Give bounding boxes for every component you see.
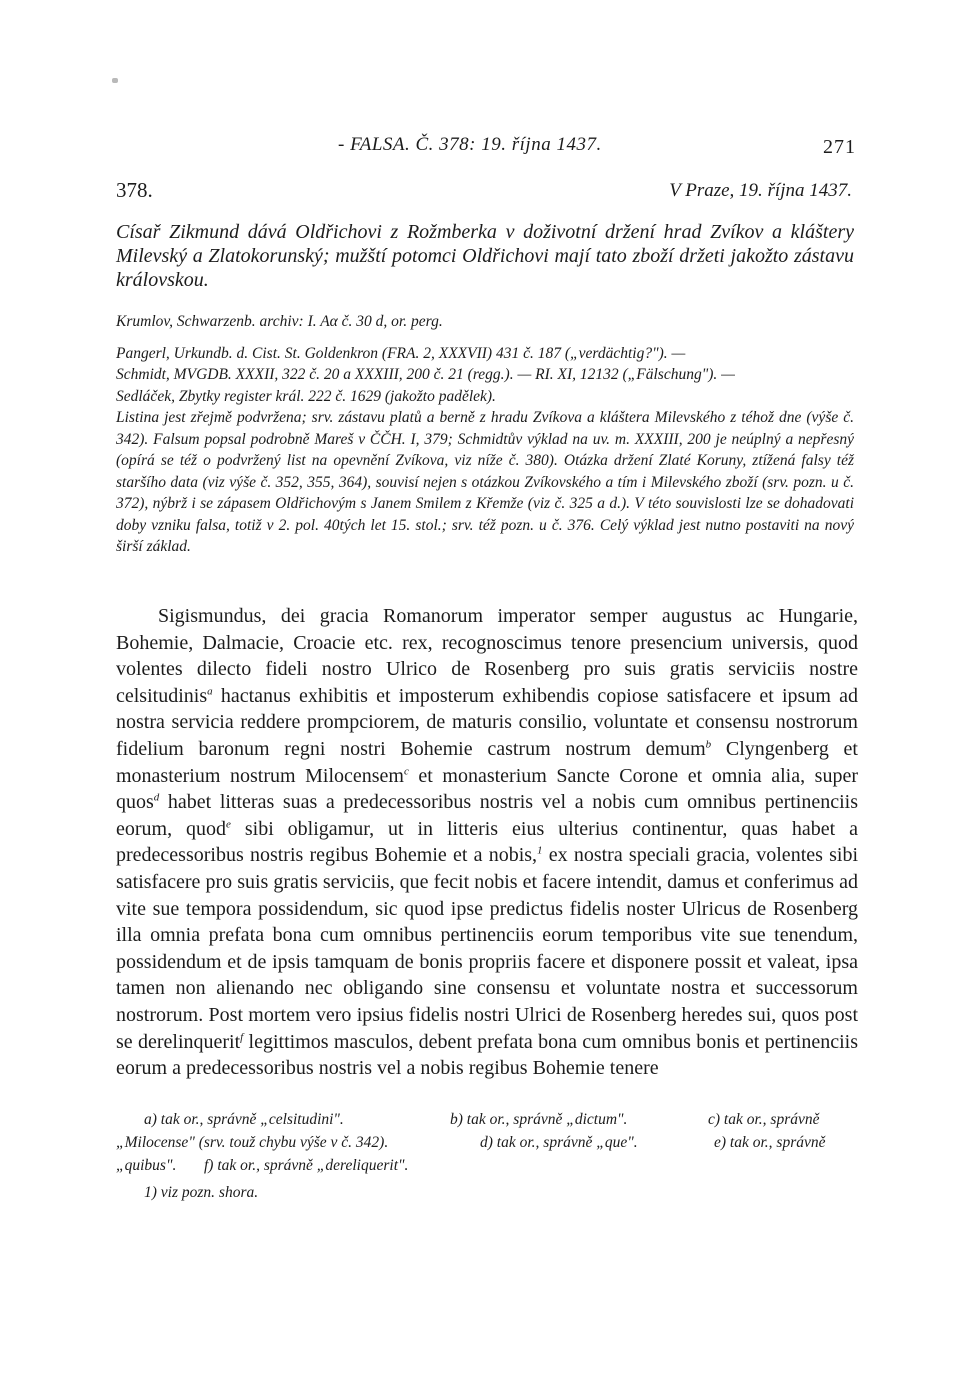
critical-notes [116,1108,858,1177]
archive-source: Krumlov, Schwarzenb. archiv: I. Aα č. 30 d, or. perg. [116,313,443,330]
notes-row [116,1108,858,1131]
critical-note: a) tak or., správně „celsitudini". [144,1111,344,1128]
note-mark-a: a [207,685,213,698]
footnote: 1) viz pozn. shora. [144,1184,259,1201]
running-title: - FALSA. Č. 378: 19. října 1437. [338,134,602,155]
note-mark-f: f [240,1030,244,1043]
charter-segment: et monasterium Sancte Corone et omnia alia, super quos [116,764,858,814]
notes-row [116,1131,858,1154]
charter-segment: habet litteras suas a predecessoribus nostris vel a nobis cum omnibus pertinenciis eorum, quod [116,791,858,840]
document-date: V Praze, 19. října 1437. [669,180,852,201]
literature-line: Pangerl, Urkundb. d. Cist. St. Goldenkron (FRA. 2, XXXVII) 431 č. 187 („verdächtig?"). — [116,344,686,362]
critical-note: „quibus". [116,1157,177,1174]
charter-segment: Sigismundus, dei gracia Romanorum imperator semper augustus ac Hungarie, Bohemie, Dalmacie, Croacie etc. rex, recognoscimus tenore presencium universis, quod volentes dilecto fideli nostro Ulrico de Rosenberg pro suis gratis serviciis nostre celsitudinis [116,605,858,707]
note-mark-b: b [705,738,712,751]
literature-line: Schmidt, MVGDB. XXXII, 322 č. 20 a XXXIII, 200 č. 21 (regg.). — RI. XI, 12132 („Fälschung"). — [116,366,735,383]
note-mark-c: c [403,764,409,777]
note-mark-d: d [153,791,160,804]
page-number: 271 [823,136,856,158]
critical-note: d) tak or., správně „que". [480,1134,638,1151]
regest-summary: Císař Zikmund dává Oldřichovi z Rožmberka v doživotní držení hrad Zvíkov a kláštery Milevský a Zlatokorunský; mužští potomci Oldřichovi mají tato zboží držeti jakožto zástavu královskou. [116,221,854,291]
critical-note: f) tak or., správně „dereliquerit". [204,1157,409,1174]
charter-segment: ex nostra speciali gracia, volentes sibi satisfacere pro suis gratis serviciis, que fecit nobis et facere intendit, damus et conferimus ad vite sue tempora possidendum, sic quod ipse predictus fidelis noster Ulricus de Rosenberg illa omnia prefata bona cum omnibus pertinenciis eorum temporibus vite sue tenendum, possidendum et de ipsis tamquam de bonis propriis facere et disponere possit et valeat, ipsa tamen non alienando nec obligando sine consensu et voluntate nostra et successorum nostrorum. Post mortem vero ipsius fidelis nostri Ulrici de Rosenberg heredes sui, quos post se derelinquerit [116,844,859,1053]
charter-segment: Clyngenberg et monasterium nostrum Milocensem [116,737,858,787]
critical-note: b) tak or., správně „dictum". [450,1111,628,1128]
charter-segment: hactanus exhibitis et imposterum exhibendis copiose satisfacere et ipsum ad nostra servicia reddere prompciorem, de maturis consilio, voluntate et consensu nostrorum fidelium baronum regni nostri Bohemie castrum nostrum demum [116,684,858,760]
charter-text [116,603,858,1082]
notes-row [116,1154,858,1177]
charter-segment: sibi obligamur, ut in litteris eius ulterius continentur, quas habet a predecessoribus nostris regibus Bohemie et a nobis, [116,817,859,867]
critical-note: c) tak or., správně [708,1111,820,1128]
document-number: 378. [116,178,153,202]
note-mark-1: 1 [537,844,543,857]
note-mark-e: e [226,818,231,831]
source-apparatus [116,311,854,558]
critical-note: „Milocense" (srv. touž chybu výše v č. 342). [116,1134,389,1151]
charter-segment: legittimos masculos, debent prefata bona cum omnibus bonis et pertinenciis eorum a predecessoribus nostris vel a nobis regibus Bohemie tenere [116,1030,858,1080]
critical-note: e) tak or., správně [714,1134,826,1151]
literature-line: Sedláček, Zbytky register král. 222 č. 1629 (jakožto padělek). [116,387,496,405]
scan-speck [112,78,118,83]
editor-commentary: Listina jest zřejmě podvržena; srv. zástavu platů a berně z hradu Zvíkova a kláštera Milevského z téhož dne (výše č. 342). Falsum popsal podrobně Mareš v ČČH. I, 379; Schmidtův výklad na uv. m. XXXIII, 200 je neúplný a nepřesný (opírá se též o podvržený list na opevnění Zvíkova, viz níže č. 380). Otázka držení Zlaté Koruny, ztížená falsy též staršího data (viz výše č. 352, 355, 364), souvisí nejen s otázkou Zvíkovského a tím i Milevského zboží (srv. pozn. u č. 372), nýbrž i se zápasem Oldřichovým s Janem Smilem z Křemže (viz č. 325 a d.). V této souvislosti lze se dohadovati doby vzniku falsa, totiž v 2. pol. 40tých let 15. stol.; srv. též pozn. u č. 376. Celý výklad jest nutno postaviti na nový širší základ. [116,409,854,555]
